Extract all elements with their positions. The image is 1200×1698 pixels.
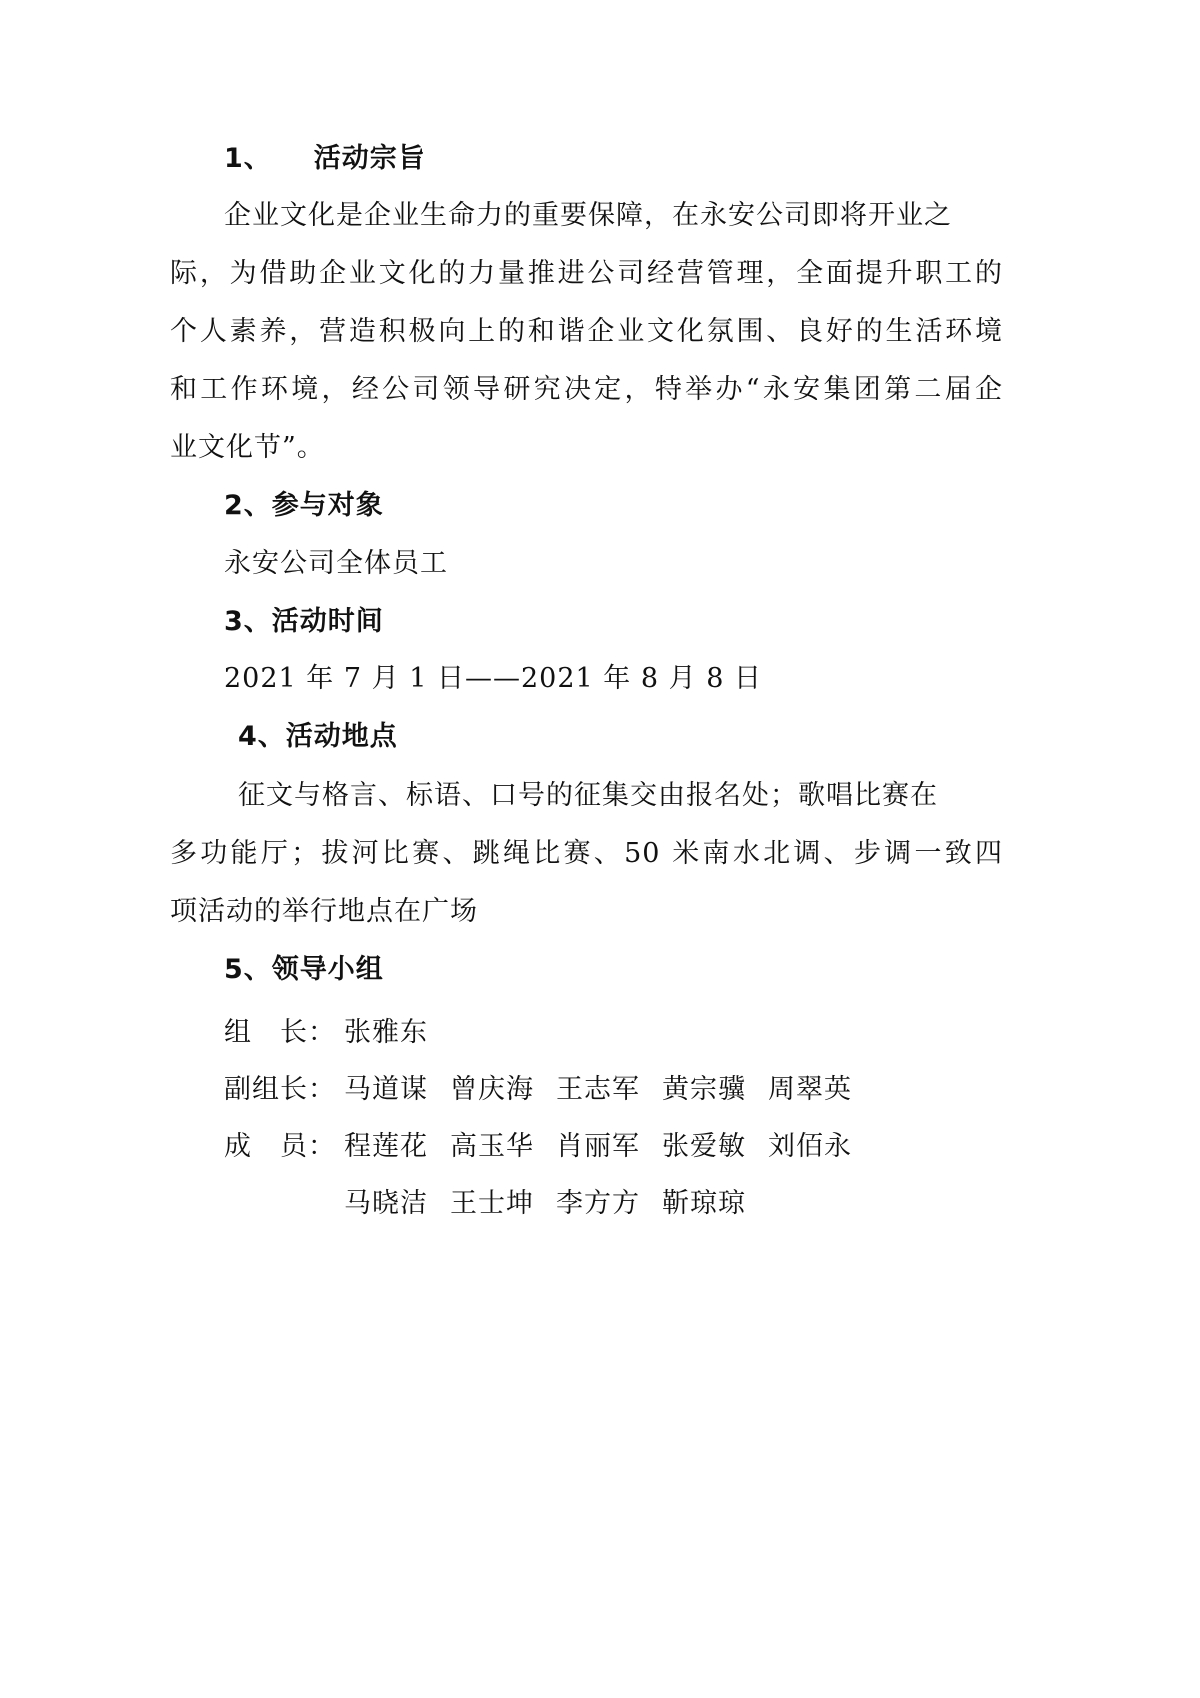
section-4-paragraph-line: 征文与格言、标语、口号的征集交由报名处；歌唱比赛在 xyxy=(238,780,938,811)
section-1-paragraph-line: 企业文化是企业生命力的重要保障，在永安公司即将开业之 xyxy=(224,200,952,231)
leader-name: 张雅东 xyxy=(344,1017,428,1048)
section-1-heading xyxy=(224,139,426,179)
section-1-paragraph-line: 和工作环境，经公司领导研究决定，特举办“永安集团第二届企 xyxy=(170,374,1003,405)
deputy-name: 曾庆海 xyxy=(450,1074,534,1105)
member-name: 靳琼琼 xyxy=(662,1188,746,1219)
member-name: 肖丽军 xyxy=(556,1131,640,1162)
member-name: 李方方 xyxy=(556,1188,640,1219)
deputy-name: 周翠英 xyxy=(768,1074,852,1105)
member-row xyxy=(224,1127,852,1167)
section-4-paragraph-line: 多功能厅；拔河比赛、跳绳比赛、50 米南水北调、步调一致四 xyxy=(170,838,1003,869)
section-2-heading: 2、参与对象 xyxy=(224,490,384,521)
section-4-paragraph-line: 项活动的举行地点在广场 xyxy=(170,896,478,927)
member-name: 高玉华 xyxy=(450,1131,534,1162)
deputy-name: 王志军 xyxy=(556,1074,640,1105)
section-1-paragraph-line: 际，为借助企业文化的力量推进公司经营管理，全面提升职工的 xyxy=(170,258,1003,289)
section-3-text: 2021 年 7 月 1 日——2021 年 8 月 8 日 xyxy=(224,663,762,694)
leader-row xyxy=(224,1013,428,1053)
deputy-name: 黄宗骥 xyxy=(662,1074,746,1105)
member-name: 程莲花 xyxy=(344,1131,428,1162)
section-5-heading: 5、领导小组 xyxy=(224,954,384,985)
deputy-label: 副组长： xyxy=(224,1074,336,1105)
member-name: 张爱敏 xyxy=(662,1131,746,1162)
section-1-paragraph-line: 个人素养，营造积极向上的和谐企业文化氛围、良好的生活环境 xyxy=(170,316,1003,347)
leader-label: 组 长： xyxy=(224,1017,336,1048)
section-3-heading: 3、活动时间 xyxy=(224,606,384,637)
section-1-number: 1、 xyxy=(224,143,272,174)
section-2-text: 永安公司全体员工 xyxy=(224,548,448,579)
section-4-heading: 4、活动地点 xyxy=(238,721,398,752)
member-name: 马晓洁 xyxy=(344,1188,428,1219)
deputy-name: 马道谋 xyxy=(344,1074,428,1105)
member-name: 刘佰永 xyxy=(768,1131,852,1162)
member-name: 王士坤 xyxy=(450,1188,534,1219)
member-label: 成 员： xyxy=(224,1131,336,1162)
member-row-continued xyxy=(344,1184,746,1224)
deputy-row xyxy=(224,1070,852,1110)
section-1-title: 活动宗旨 xyxy=(313,143,426,174)
section-1-paragraph-line: 业文化节”。 xyxy=(170,432,325,463)
